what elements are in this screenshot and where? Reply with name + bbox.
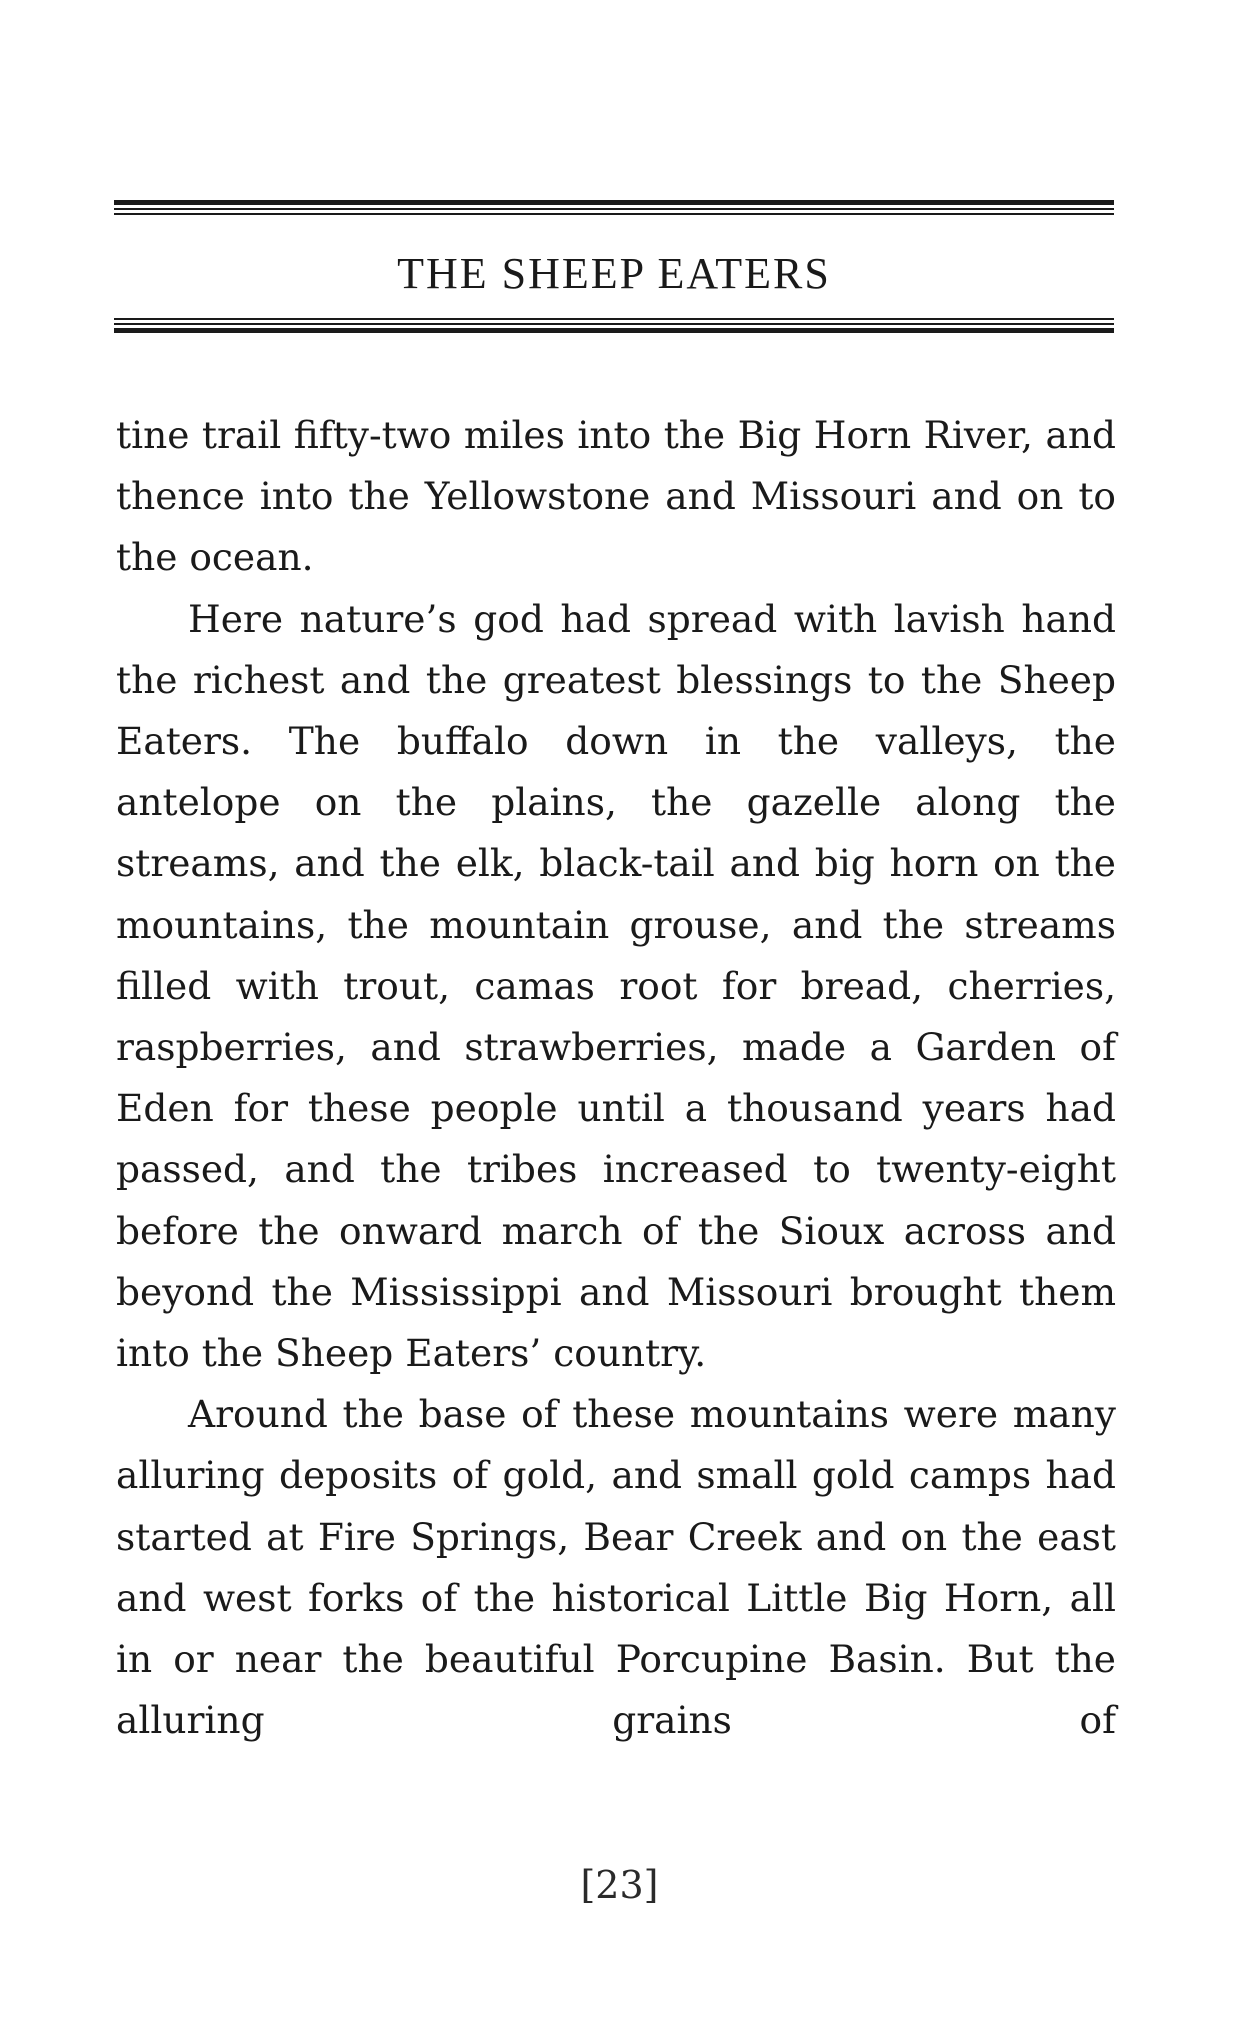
paragraph: Here nature’s god had spread with lavish hand the richest and the greatest blessings to the Sheep Eaters. The buffalo down in the valleys, the antelope on the plains, the gazelle along the streams, and the elk, black-tail and big horn on the mountains, the mountain grouse, and the streams filled with trout, camas root for bread, cherries, raspberries, and strawberries, made a Garden of Eden for these people until a thousand years had passed, and the tribes increased to twenty-eight before the onward march of the Sioux across and beyond the Mississippi and Missouri brought them into the Sheep Eaters’ country. (116, 596, 1116, 1376)
page-number: [23] (580, 1863, 659, 1907)
header-rule-bottom (114, 318, 1114, 336)
header-rule-top (114, 200, 1114, 218)
body-text (116, 405, 1116, 1751)
paragraph: Around the base of these mountains were many alluring deposits of gold, and small gold camps had started at Fire Springs, Bear Creek and on the east and west forks of the historical Little Big Horn, all in or near the beautiful Porcupine Basin. But the alluring grains of (116, 1392, 1116, 1743)
paragraph-continued: tine trail fifty-two miles into the Big Horn River, and thence into the Yellowstone and Missouri and on to the ocean. (116, 413, 1116, 580)
running-head: THE SHEEP EATERS (397, 249, 831, 298)
